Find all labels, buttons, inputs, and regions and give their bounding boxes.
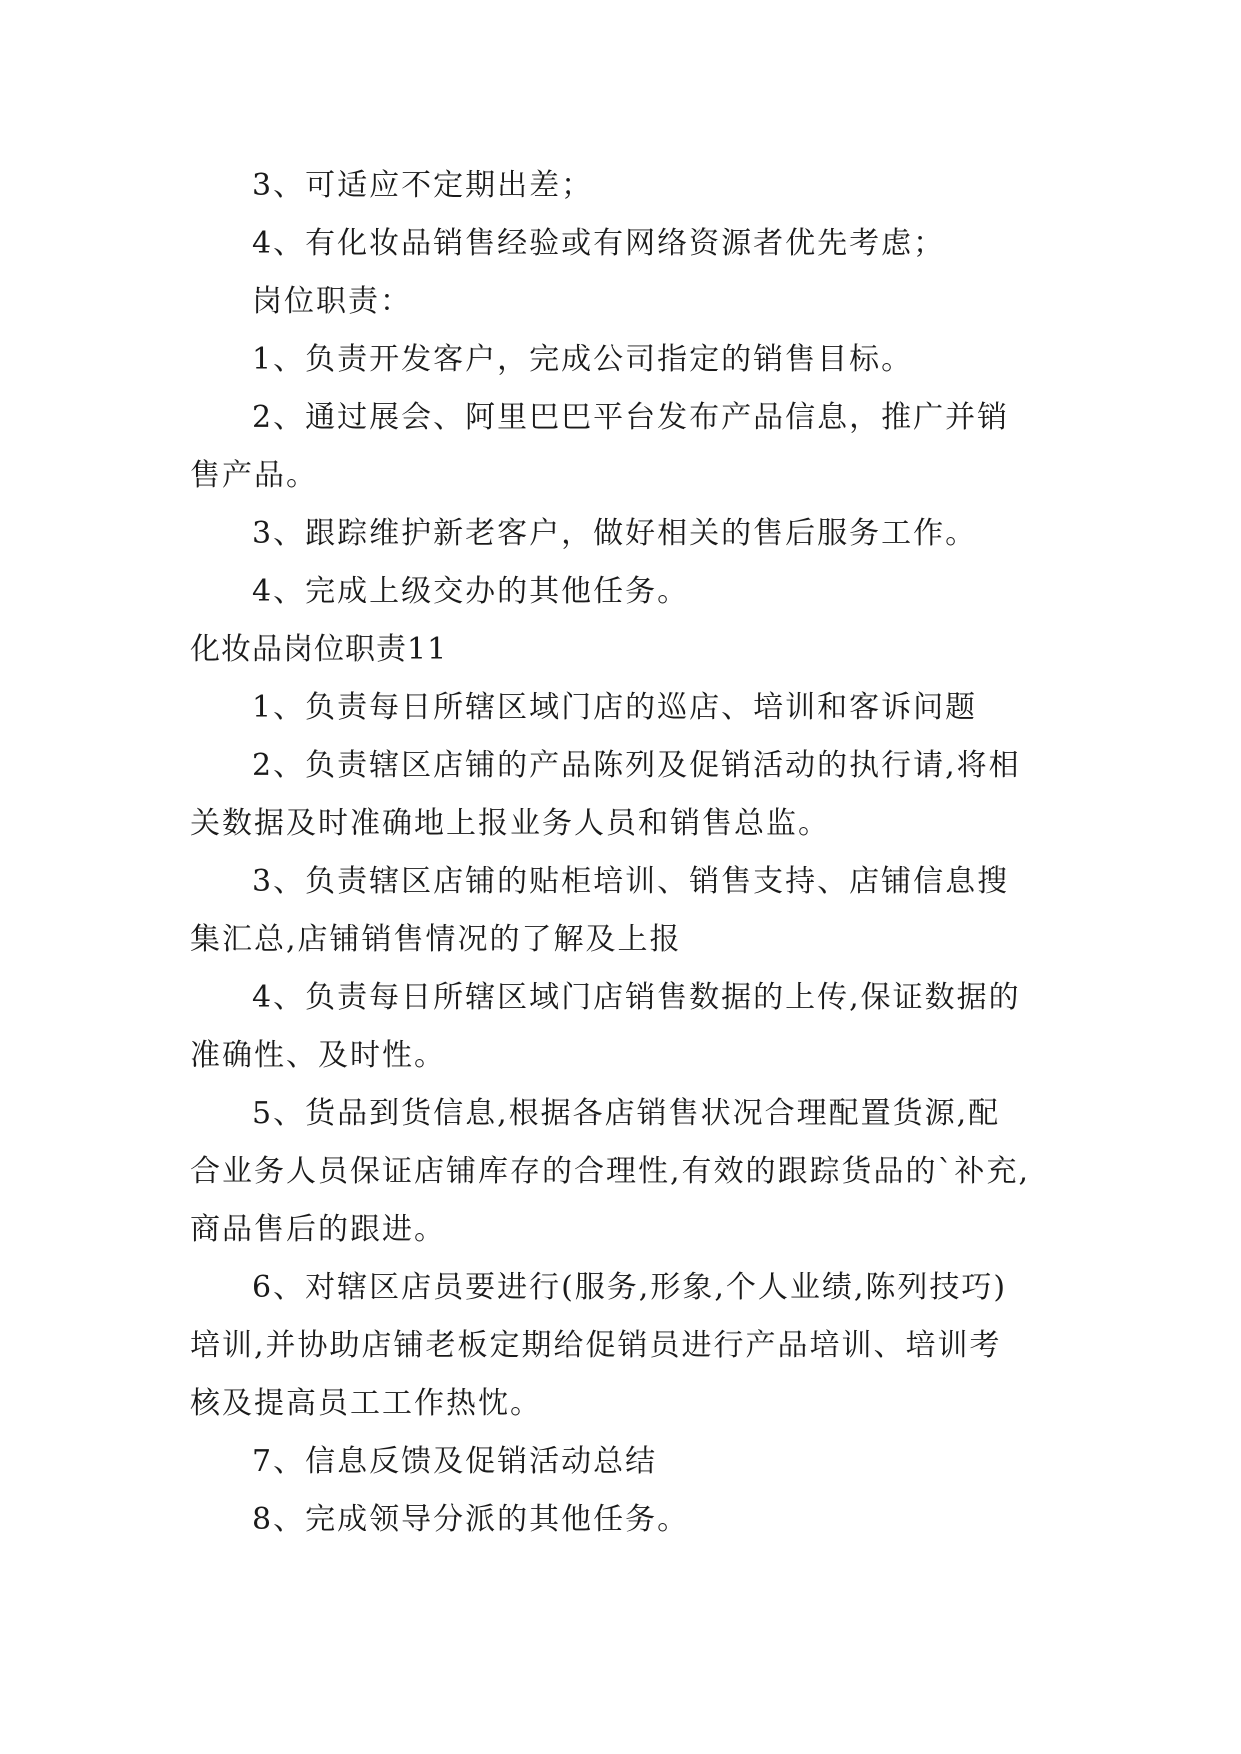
text-line: 1、负责每日所辖区域门店的巡店、培训和客诉问题 bbox=[252, 690, 978, 725]
text-line: 关数据及时准确地上报业务人员和销售总监。 bbox=[190, 806, 830, 841]
text-line: 4、负责每日所辖区域门店销售数据的上传,保证数据的 bbox=[252, 980, 1021, 1015]
text-line: 1、负责开发客户，完成公司指定的销售目标。 bbox=[252, 342, 914, 377]
text-line: 2、负责辖区店铺的产品陈列及促销活动的执行请,将相 bbox=[252, 748, 1021, 783]
text-line: 8、完成领导分派的其他任务。 bbox=[252, 1502, 690, 1537]
text-line: 4、完成上级交办的其他任务。 bbox=[252, 574, 690, 609]
document-body bbox=[190, 157, 1050, 1549]
text-line: 售产品。 bbox=[190, 458, 318, 493]
text-line: 合业务人员保证店铺库存的合理性,有效的跟踪货品的`补充, bbox=[190, 1154, 1031, 1189]
text-line: 核及提高员工工作热忱。 bbox=[190, 1386, 542, 1421]
text-line: 4、有化妆品销售经验或有网络资源者优先考虑； bbox=[252, 226, 946, 261]
text-line: 3、可适应不定期出差； bbox=[252, 168, 594, 203]
text-line: 培训,并协助店铺老板定期给促销员进行产品培训、培训考 bbox=[190, 1328, 1002, 1363]
text-line: 集汇总,店铺销售情况的了解及上报 bbox=[190, 922, 682, 957]
text-line: 商品售后的跟进。 bbox=[190, 1212, 446, 1247]
text-line: 5、货品到货信息,根据各店销售状况合理配置货源,配 bbox=[252, 1096, 1001, 1131]
section-heading: 化妆品岗位职责11 bbox=[190, 632, 448, 667]
text-line: 3、负责辖区店铺的贴柜培训、销售支持、店铺信息搜 bbox=[252, 864, 1010, 899]
text-line: 6、对辖区店员要进行(服务,形象,个人业绩,陈列技巧) bbox=[252, 1270, 1008, 1305]
text-line: 7、信息反馈及促销活动总结 bbox=[252, 1444, 658, 1479]
text-line: 2、通过展会、阿里巴巴平台发布产品信息，推广并销 bbox=[252, 400, 1010, 435]
text-line: 准确性、及时性。 bbox=[190, 1038, 446, 1073]
text-line: 3、跟踪维护新老客户，做好相关的售后服务工作。 bbox=[252, 516, 978, 551]
section-label: 岗位职责： bbox=[252, 284, 412, 319]
